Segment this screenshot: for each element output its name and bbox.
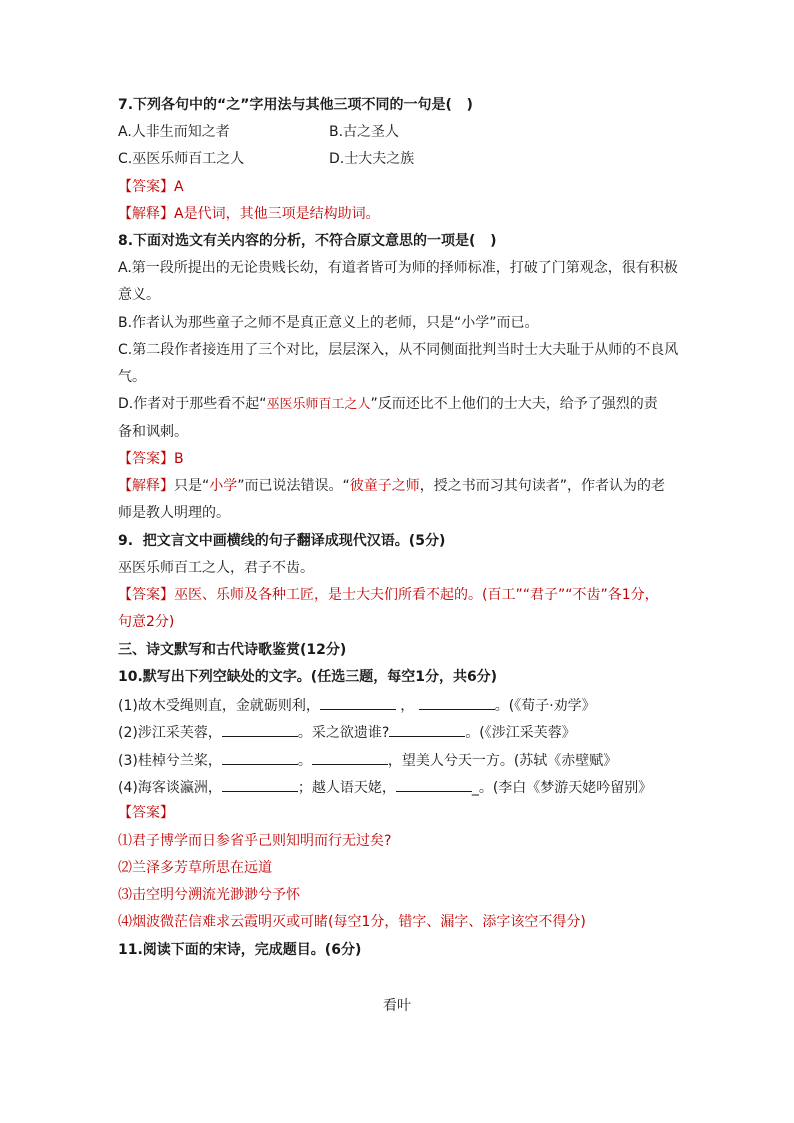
q10-item-3-post: ，望美人兮天一方。(苏轼《赤壁赋》 (387, 753, 618, 769)
q10-answer-label: 【答案】 (118, 805, 174, 821)
fill-blank (320, 695, 396, 710)
fill-blank (312, 750, 388, 765)
q10-item-4 (118, 777, 652, 797)
q8-option-c-line-2: 气。 (118, 369, 146, 385)
q10-item-2-post: 。(《涉江采芙蓉》 (465, 725, 576, 741)
q10-answer-2: ⑵兰泽多芳草所思在远道 (118, 860, 272, 876)
q8-option-d-quote: 巫医乐师百工之人 (266, 397, 371, 412)
q9-answer-line-1 (118, 586, 659, 604)
q10-answer-3: ⑶击空明兮溯流光渺渺兮予怀 (118, 887, 300, 903)
q8-explanation-line-1 (118, 477, 665, 495)
q10-item-2-pre: (2)涉江采芙蓉， (118, 725, 222, 741)
q7-option-d: D.士大夫之族 (329, 151, 415, 167)
answer-label: 【答案】 (118, 179, 174, 195)
q11-title: 11.阅读下面的宋诗，完成题目。(6分) (118, 942, 362, 958)
answer-text: 巫医、乐师及各种工匠，是士大夫们所看不起的。(百工”“君子”“不齿”各1分， (174, 587, 659, 603)
q8-option-d-line-1 (118, 395, 658, 414)
fill-blank (222, 722, 298, 737)
q8-explanation-line-2: 师是教人明理的。 (118, 505, 230, 521)
q8-option-d-line-2: 备和讽刺。 (118, 424, 188, 440)
fill-blank (396, 777, 472, 792)
answer-value: A (174, 179, 184, 195)
answer-label: 【答案】 (118, 451, 174, 467)
q9-title: 9. 把文言文中画横线的句子翻译成现代汉语。(5分) (118, 533, 446, 549)
q8-option-a-line-2: 意义。 (118, 287, 160, 303)
q7-options-row-2 (118, 150, 415, 168)
q10-item-2-mid: 。采之欲遗谁? (297, 725, 390, 741)
explanation-text-1: 只是“ (174, 478, 210, 494)
q8-option-c-line-1: C.第二段作者接连用了三个对比，层层深入，从不同侧面批判当时士大夫耻于从师的不良风 (118, 342, 679, 358)
q9-answer-line-2: 句意2分) (118, 614, 175, 630)
q10-item-1 (118, 695, 596, 715)
q10-item-3-mid: 。 (297, 753, 312, 769)
q7-explanation (118, 205, 380, 223)
q10-answer-4: ⑷烟波微茫信难求云霞明灭或可睹(每空1分，错字、漏字、添字该空不得分) (118, 914, 586, 930)
q10-item-1-mid: ， (395, 698, 419, 714)
q10-answer-1: ⑴君子博学而日参省乎己则知明而行无过矣? (118, 833, 392, 849)
answer-label: 【答案】 (118, 587, 174, 603)
q7-answer (118, 178, 184, 196)
q8-option-d-pre: D.作者对于那些看不起“ (118, 396, 267, 412)
q8-option-d-post: ”反而还比不上他们的士大夫，给予了强烈的责 (370, 396, 658, 412)
q10-item-1-pre: (1)故木受绳则直，金就砺则利， (118, 698, 320, 714)
explanation-text-2: ”而已说法错误。“ (237, 478, 350, 494)
fill-blank (389, 722, 465, 737)
fill-blank (222, 777, 298, 792)
q8-option-a-line-1: A.第一段所提出的无论贵贱长幼，有道者皆可为师的择师标准，打破了门第观念，很有积极 (118, 260, 678, 276)
q10-title: 10.默写出下列空缺处的文字。(任选三题，每空1分，共6分) (118, 669, 498, 685)
explanation-text: A是代词，其他三项是结构助词。 (174, 206, 380, 222)
q10-item-3 (118, 750, 617, 770)
explanation-text-3: ，授之书而习其句读者”，作者认为的老 (419, 478, 666, 494)
fill-blank (419, 695, 495, 710)
section-3-title: 三、诗文默写和古代诗歌鉴赏(12分) (118, 642, 347, 658)
explanation-quote-2: 彼童子之师 (349, 478, 420, 494)
q7-options-row-1 (118, 123, 400, 141)
q8-answer (118, 450, 184, 468)
q8-title: 8.下面对选文有关内容的分析，不符合原文意思的一项是( ) (118, 233, 497, 249)
q10-item-2 (118, 722, 576, 742)
q10-item-4-post: _。(李白《梦游天姥吟留别》 (471, 780, 653, 796)
q10-item-1-post: 。(《荀子·劝学》 (494, 698, 596, 714)
answer-value: B (174, 451, 184, 467)
q10-item-4-pre: (4)海客谈瀛洲， (118, 780, 222, 796)
fill-blank (222, 750, 298, 765)
explanation-label: 【解释】 (118, 478, 174, 494)
q9-sentence: 巫医乐师百工之人，君子不齿。 (118, 560, 314, 576)
explanation-quote-1: 小学 (209, 478, 238, 494)
q7-option-b: B.古之圣人 (329, 124, 400, 140)
q10-item-3-pre: (3)桂棹兮兰桨， (118, 753, 222, 769)
explanation-label: 【解释】 (118, 206, 174, 222)
q8-option-b: B.作者认为那些童子之师不是真正意义上的老师，只是“小学”而已。 (118, 315, 539, 331)
q7-option-a: A.人非生而知之者 (118, 124, 230, 140)
poem-title: 看叶 (383, 998, 411, 1014)
q7-option-c: C.巫医乐师百工之人 (118, 151, 245, 167)
q10-item-4-mid: ；越人语天姥， (297, 780, 396, 796)
q7-title: 7.下列各句中的“之”字用法与其他三项不同的一句是( ) (118, 97, 473, 113)
